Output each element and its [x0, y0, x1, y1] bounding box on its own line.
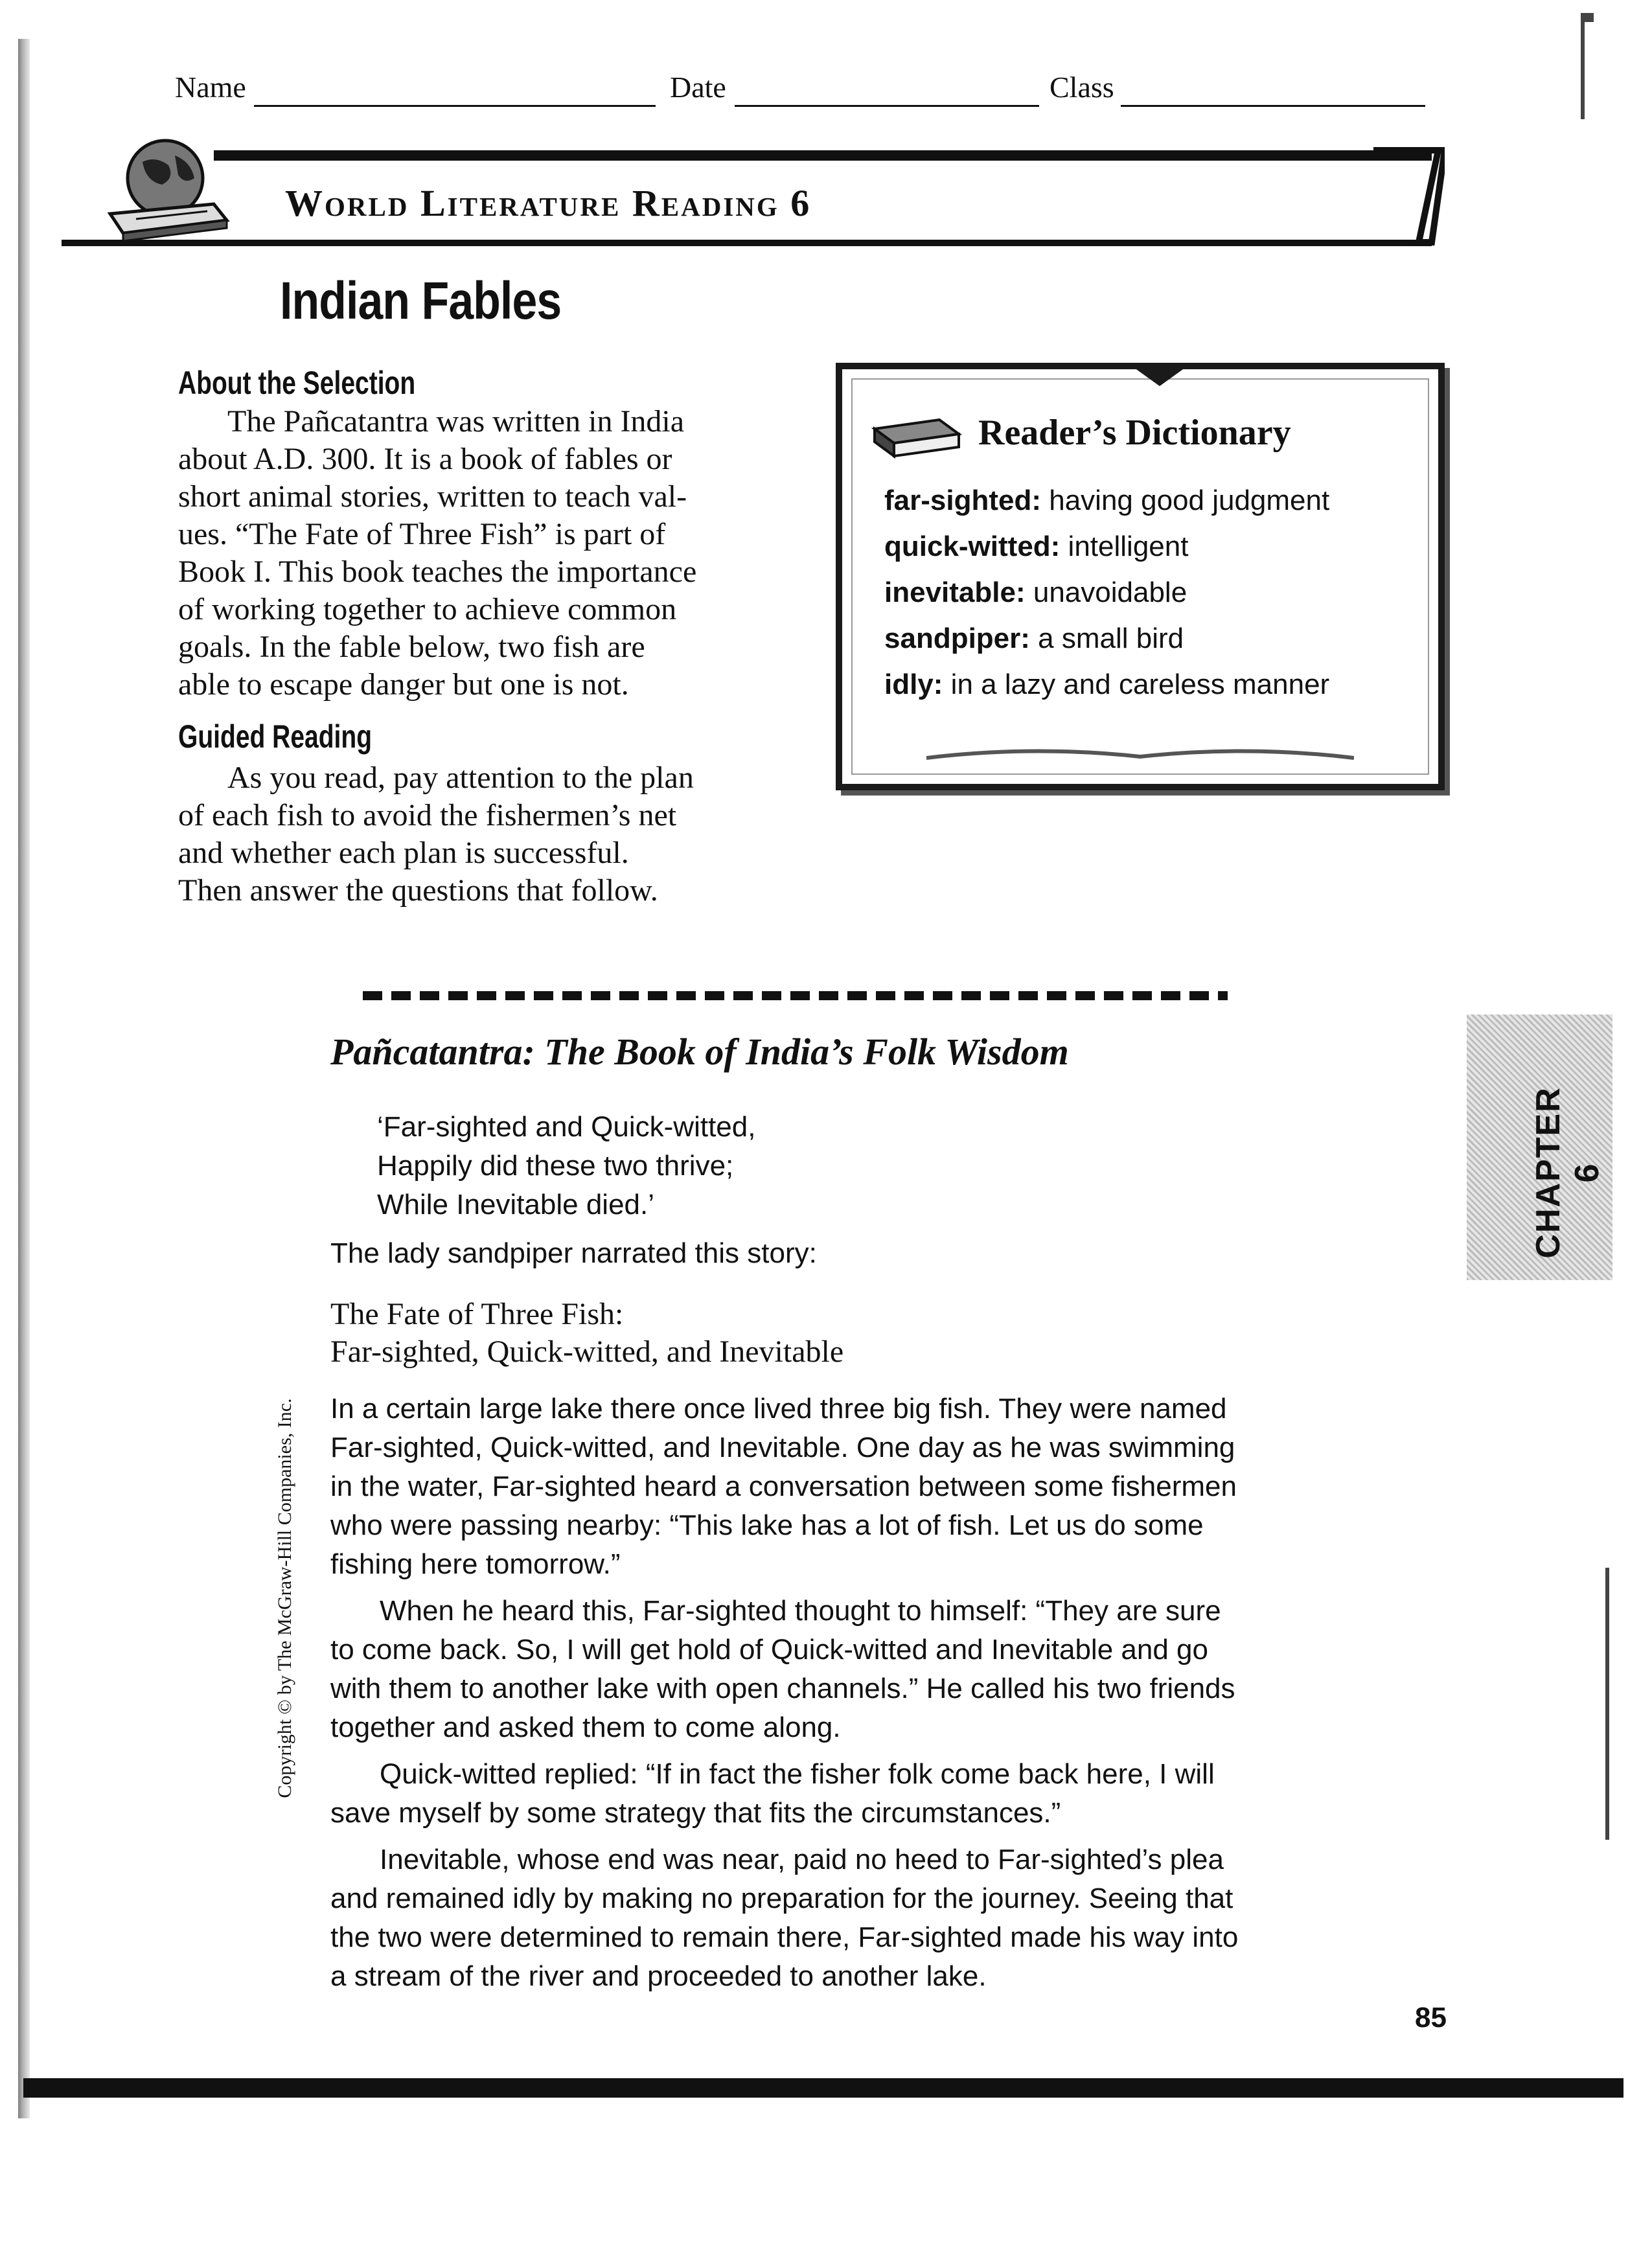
- page-bottom-bar: [23, 2078, 1623, 2098]
- guided-paragraph: [178, 759, 794, 910]
- fable-subtitle-2: Far-sighted, Quick-witted, and Inevitable: [330, 1334, 844, 1369]
- story-line: Inevitable, whose end was near, paid no heed to Far-sighted’s plea: [380, 1844, 1224, 1875]
- dictionary-definition: having good judgment: [1041, 485, 1330, 516]
- dictionary-term: far-sighted:: [884, 485, 1041, 516]
- story-line: to come back. So, I will get hold of Quick-witted and Inevitable and go: [330, 1634, 1208, 1666]
- about-line: about A.D. 300. It is a book of fables or: [178, 442, 672, 476]
- page-title: Indian Fables: [280, 271, 562, 330]
- dashed-divider: [363, 991, 1228, 1000]
- date-field[interactable]: [735, 105, 1039, 107]
- about-line: able to escape danger but one is not.: [178, 667, 629, 702]
- about-line: ues. “The Fate of Three Fish” is part of: [178, 517, 666, 551]
- dictionary-term: sandpiper:: [884, 623, 1030, 654]
- story-line: Far-sighted, Quick-witted, and Inevitable. One day as he was swimming: [330, 1432, 1235, 1463]
- dictionary-notch: [1127, 363, 1192, 386]
- dictionary-definition: in a lazy and careless manner: [943, 669, 1330, 700]
- story-line: the two were determined to remain there, Far-sighted made his way into: [330, 1921, 1239, 1953]
- story-paragraph: [330, 1592, 1341, 1747]
- book-icon: [868, 415, 965, 460]
- verse-line: While Inevitable died.’: [377, 1189, 655, 1220]
- scan-right-mark: [1605, 1568, 1609, 1840]
- story-title: Pañcatantra: The Book of India’s Folk Wisdom: [330, 1031, 1069, 1073]
- story-paragraph: [330, 1755, 1341, 1833]
- guided-heading: Guided Reading: [178, 718, 373, 755]
- date-label: Date: [670, 71, 726, 104]
- story-line: When he heard this, Far-sighted thought to himself: “They are sure: [380, 1595, 1221, 1627]
- story-line: In a certain large lake there once lived three big fish. They were named: [330, 1393, 1227, 1425]
- page-number: 85: [1415, 2002, 1447, 2033]
- narration: The lady sandpiper narrated this story:: [330, 1237, 817, 1269]
- dictionary-entry: [884, 485, 1403, 531]
- guided-line: Then answer the questions that follow.: [178, 873, 658, 908]
- guided-line: As you read, pay attention to the plan: [227, 761, 694, 795]
- guided-line: and whether each plan is successful.: [178, 836, 629, 870]
- story-line: and remained idly by making no preparation for the journey. Seeing that: [330, 1883, 1233, 1914]
- banner-end-shape: [1373, 145, 1445, 249]
- about-line: short animal stories, written to teach val-: [178, 479, 687, 514]
- banner-bottom-rule: [62, 240, 1432, 246]
- class-field[interactable]: [1121, 105, 1425, 107]
- dictionary-term: inevitable:: [884, 577, 1026, 608]
- dictionary-entry: [884, 531, 1403, 577]
- fable-subtitle-1: The Fate of Three Fish:: [330, 1297, 624, 1331]
- scan-left-edge: [18, 39, 30, 2118]
- chapter-tab-label: CHAPTER 6: [1530, 1086, 1606, 1259]
- about-heading: About the Selection: [178, 365, 416, 401]
- globe-book-icon: [97, 136, 233, 246]
- dictionary-book-bottom: [926, 745, 1354, 764]
- dictionary-definition: a small bird: [1029, 623, 1184, 654]
- story-line: who were passing nearby: “This lake has a lot of fish. Let us do some: [330, 1509, 1204, 1541]
- name-field[interactable]: [254, 105, 656, 107]
- dictionary-term: idly:: [884, 669, 943, 700]
- banner-top-rule: [214, 150, 1432, 161]
- story-line: with them to another lake with open channels.” He called his two friends: [330, 1673, 1235, 1704]
- class-label: Class: [1050, 71, 1114, 104]
- dictionary-definition: unavoidable: [1025, 577, 1187, 608]
- name-label: Name: [175, 71, 246, 104]
- verse: [377, 1108, 755, 1224]
- about-line: of working together to achieve common: [178, 592, 677, 626]
- story-line: fishing here tomorrow.”: [330, 1548, 621, 1580]
- dictionary-entry: [884, 577, 1403, 623]
- story-line: Quick-witted replied: “If in fact the fisher folk come back here, I will: [380, 1758, 1215, 1790]
- dictionary-title: Reader’s Dictionary: [978, 413, 1291, 453]
- banner-title: World Literature Reading 6: [285, 182, 812, 224]
- copyright-notice: Copyright © by The McGraw-Hill Companies, Inc.: [274, 1398, 295, 1798]
- scan-right-edge: [1581, 13, 1594, 119]
- dictionary-entry: [884, 669, 1403, 715]
- dictionary-list: [884, 485, 1403, 715]
- about-line: Book I. This book teaches the importance: [178, 555, 697, 589]
- dictionary-term: quick-witted:: [884, 531, 1061, 562]
- about-line: The Pañcatantra was written in India: [227, 404, 685, 439]
- story-line: a stream of the river and proceeded to another lake.: [330, 1960, 987, 1992]
- guided-line: of each fish to avoid the fishermen’s net: [178, 798, 677, 832]
- story-line: together and asked them to come along.: [330, 1712, 841, 1743]
- verse-line: Happily did these two thrive;: [377, 1150, 734, 1182]
- story-line: save myself by some strategy that fits the circumstances.”: [330, 1797, 1061, 1829]
- about-line: goals. In the fable below, two fish are: [178, 630, 645, 664]
- dictionary-definition: intelligent: [1060, 531, 1189, 562]
- verse-line: ‘Far-sighted and Quick-witted,: [377, 1111, 756, 1143]
- dictionary-entry: [884, 623, 1403, 669]
- about-paragraph: [178, 403, 794, 704]
- story-body: [330, 1390, 1341, 1996]
- story-paragraph: [330, 1840, 1341, 1996]
- story-paragraph: [330, 1390, 1341, 1584]
- story-line: in the water, Far-sighted heard a conversation between some fishermen: [330, 1471, 1237, 1502]
